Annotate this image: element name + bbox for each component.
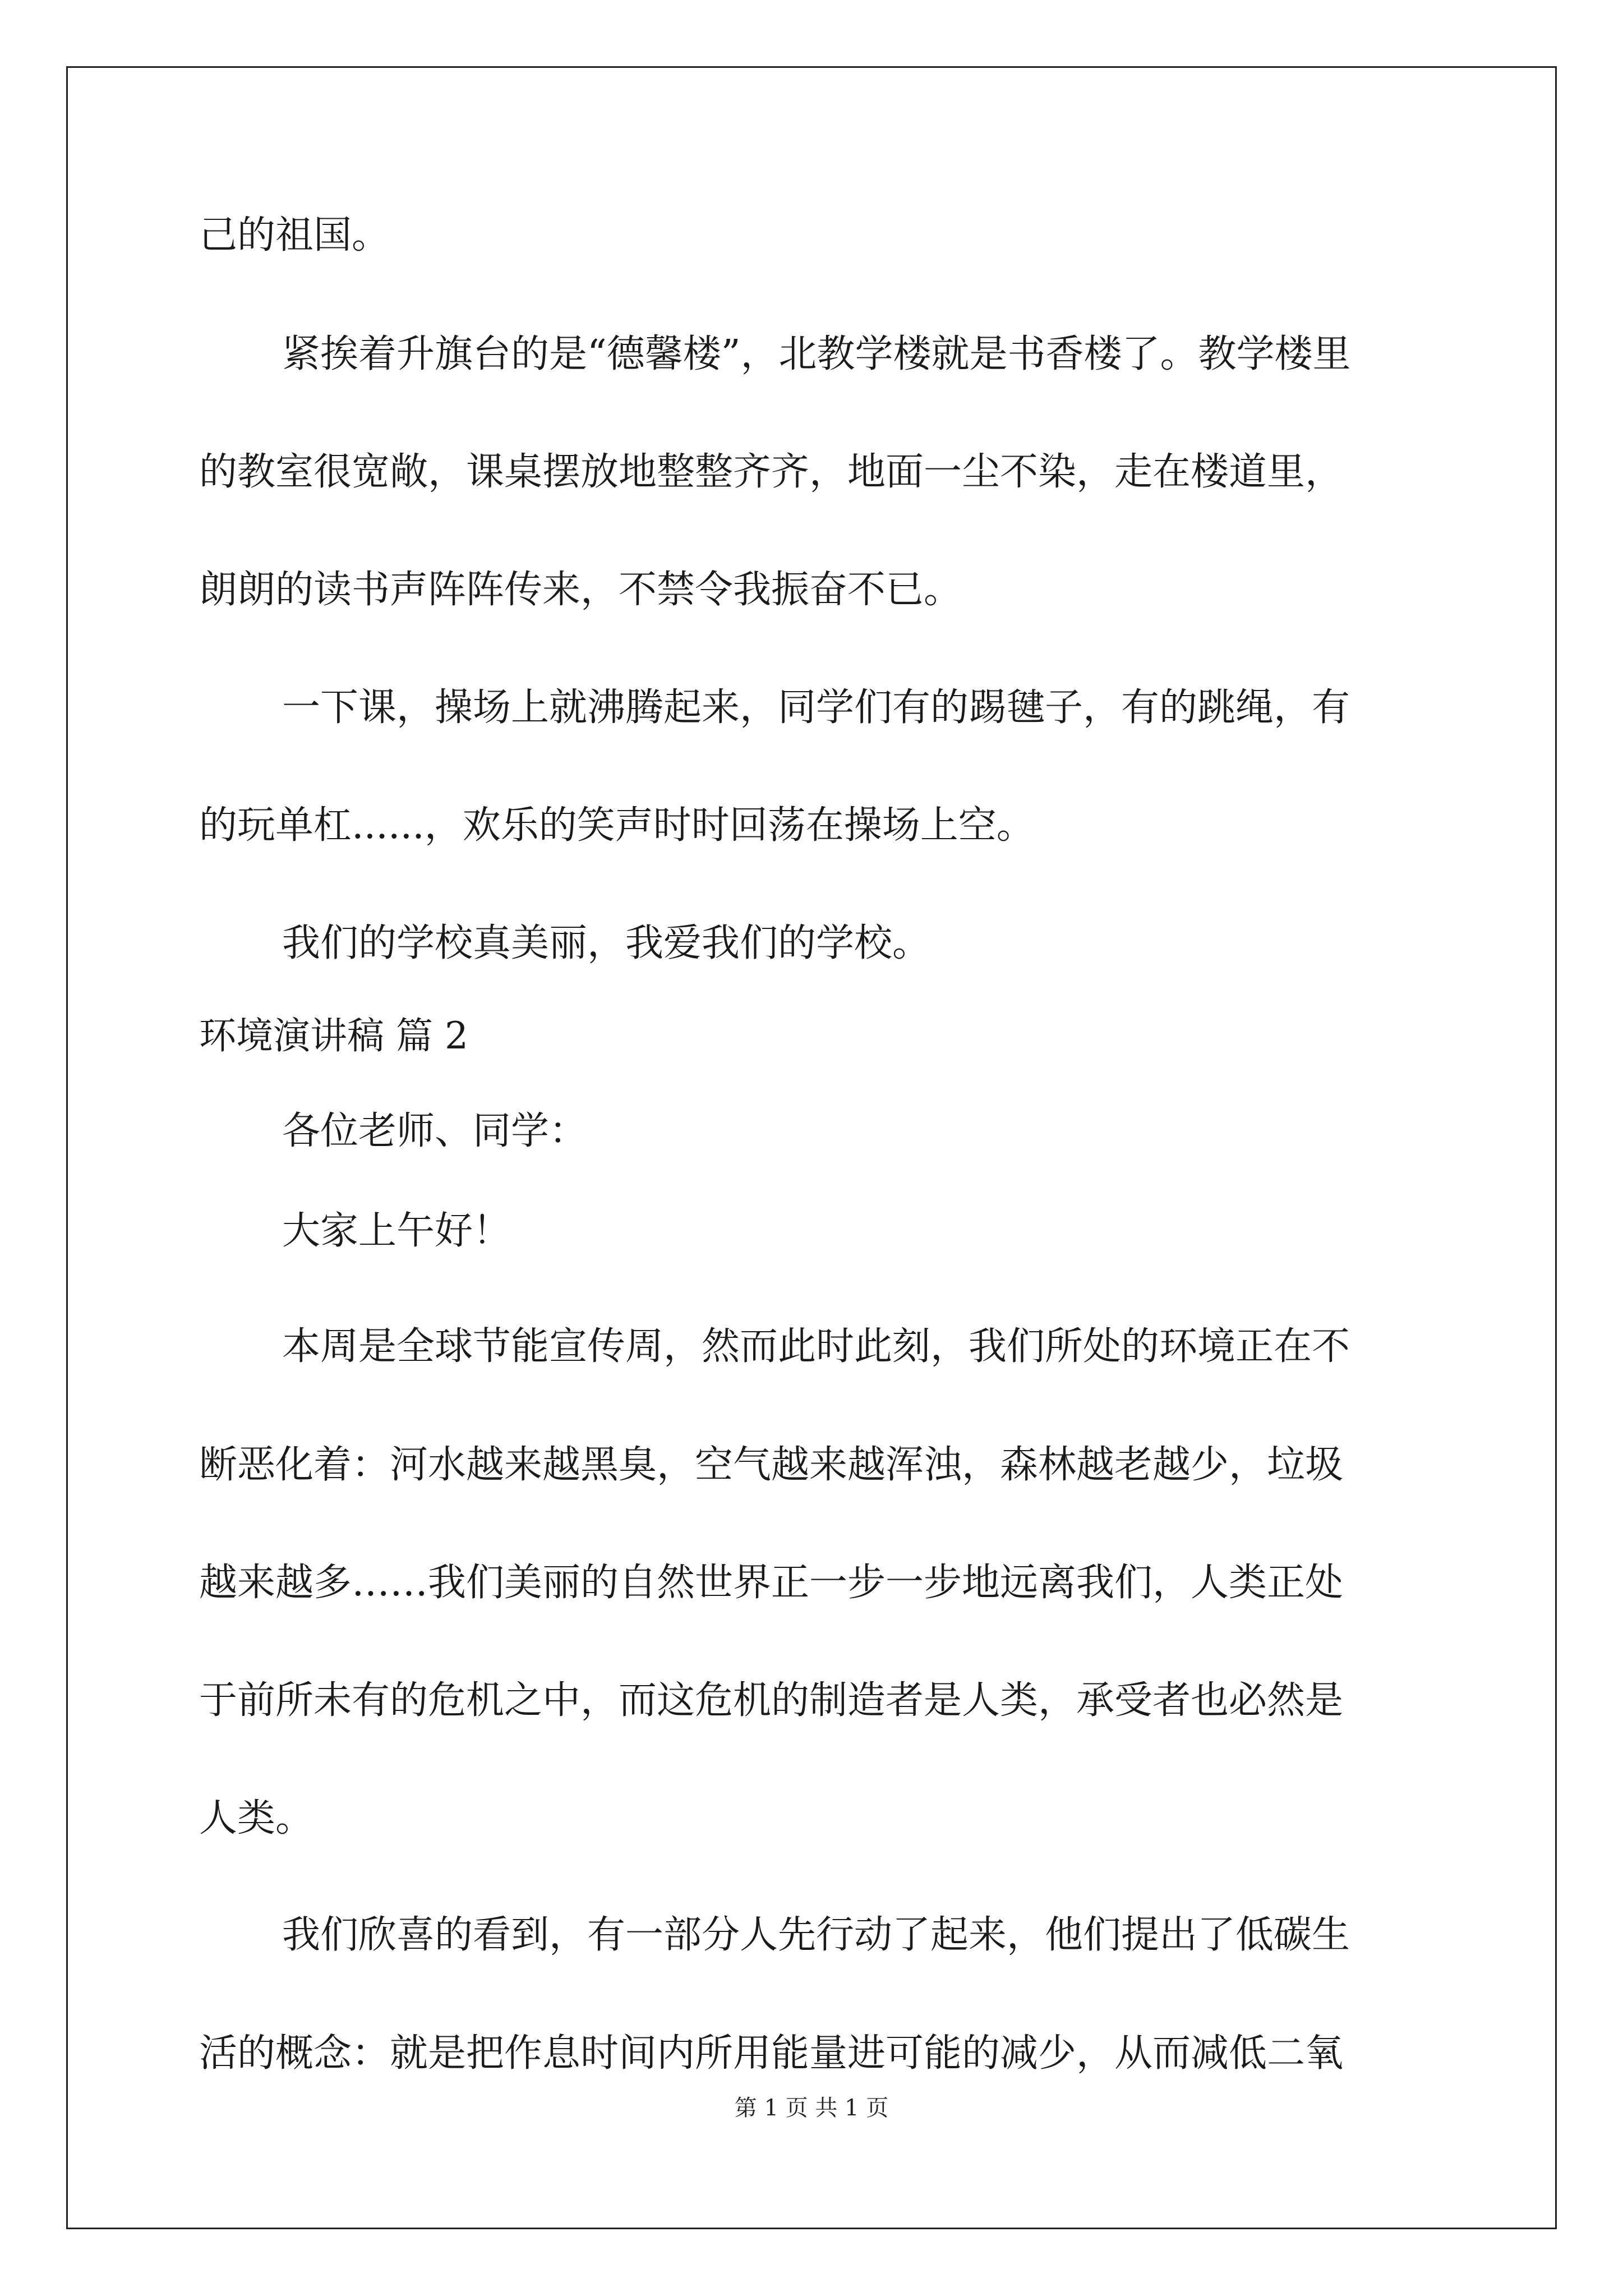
paragraph-line: 我们的学校真美丽，我爱我们的学校。 <box>282 921 931 965</box>
text-line: 己的祖国。 <box>199 213 390 257</box>
text-line: 人类。 <box>199 1796 314 1841</box>
section-heading: 环境演讲稿 篇 2 <box>199 1014 468 1057</box>
salutation-line: 各位老师、同学： <box>282 1109 588 1153</box>
text-line: 越来越多……我们美丽的自然世界正一步一步地远离我们，人类正处 <box>199 1561 1344 1605</box>
greeting-line: 大家上午好！ <box>282 1209 511 1253</box>
text-line: 的教室很宽敞，课桌摆放地整整齐齐，地面一尘不染，走在楼道里， <box>199 450 1344 494</box>
text-line: 于前所未有的危机之中，而这危机的制造者是人类，承受者也必然是 <box>199 1678 1344 1723</box>
paragraph-line: 一下课，操场上就沸腾起来，同学们有的踢毽子，有的跳绳，有 <box>282 685 1350 730</box>
text-line: 的玩单杠......，欢乐的笑声时时回荡在操场上空。 <box>199 803 1035 848</box>
paragraph-line: 本周是全球节能宣传周，然而此时此刻，我们所处的环境正在不 <box>282 1324 1350 1369</box>
text-line: 活的概念：就是把作息时间内所用能量进可能的减少，从而减低二氧 <box>199 2031 1344 2076</box>
page-number-footer: 第 1 页 共 1 页 <box>734 2095 889 2121</box>
paragraph-line: 我们欣喜的看到，有一部分人先行动了起来，他们提出了低碳生 <box>282 1913 1350 1957</box>
paragraph-line: 紧挨着升旗台的是“德馨楼”，北教学楼就是书香楼了。教学楼里 <box>282 332 1351 376</box>
text-line: 断恶化着：河水越来越黑臭，空气越来越浑浊，森林越老越少，垃圾 <box>199 1443 1344 1487</box>
text-line: 朗朗的读书声阵阵传来，不禁令我振奋不已。 <box>199 568 962 612</box>
